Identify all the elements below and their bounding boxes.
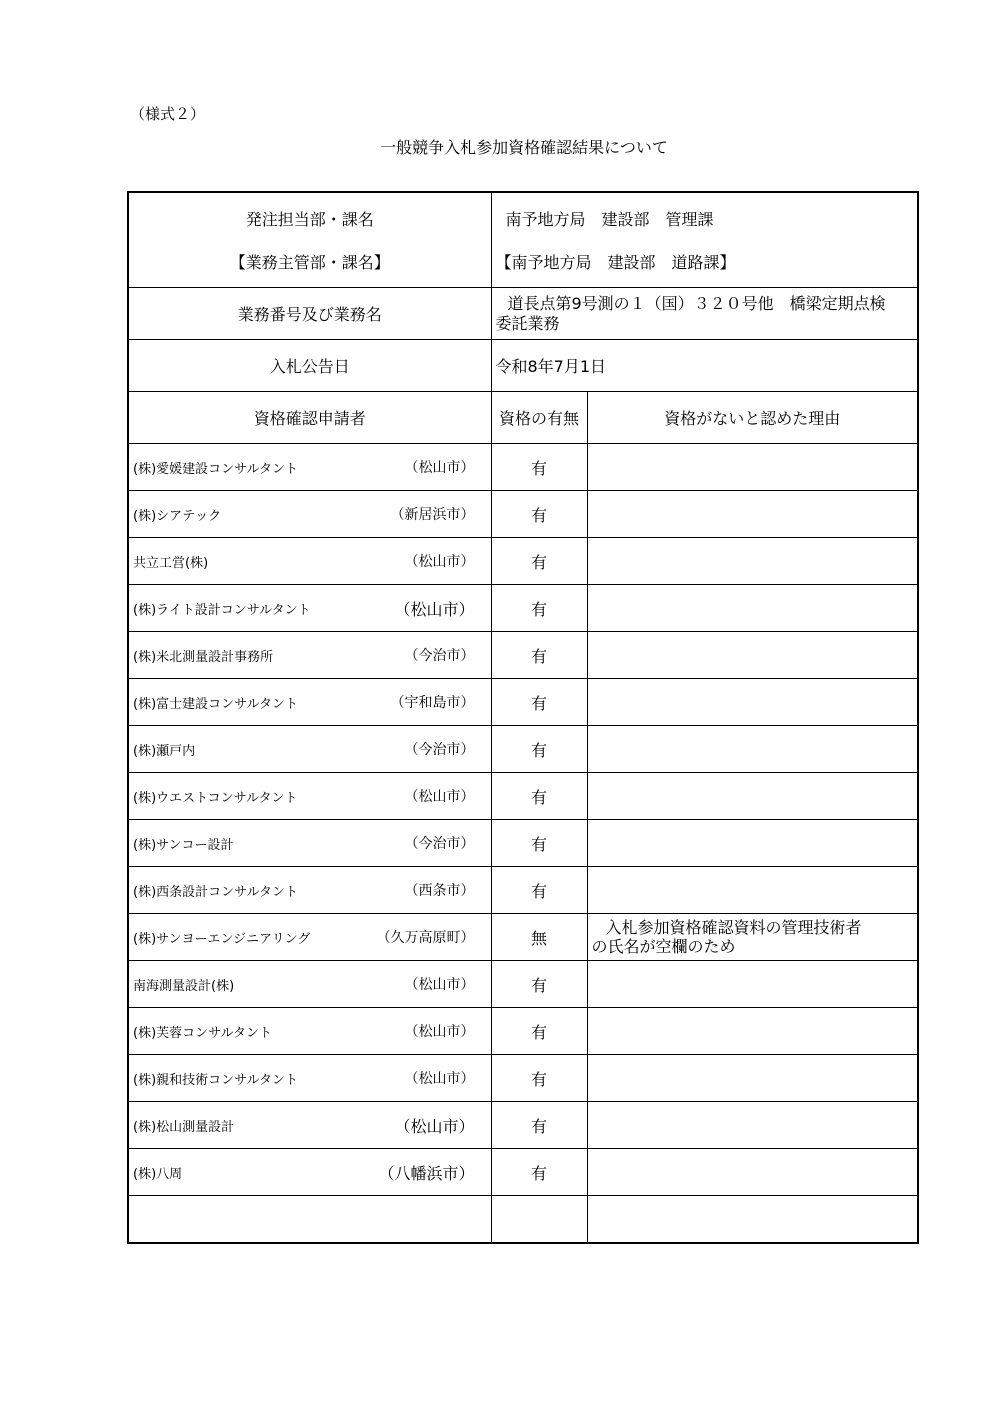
applicant-name: (株)愛媛建設コンサルタント bbox=[133, 461, 298, 477]
reason-cell bbox=[587, 1102, 918, 1149]
applicant-row bbox=[128, 538, 918, 585]
form-number-label: （様式２） bbox=[130, 105, 206, 123]
qualification-cell: 有 bbox=[491, 679, 587, 726]
applicant-row bbox=[128, 726, 918, 773]
qualification-cell: 有 bbox=[491, 820, 587, 867]
applicant-name: (株)西条設計コンサルタント bbox=[133, 884, 298, 900]
applicant-city: （今治市） bbox=[404, 836, 475, 852]
applicant-cell bbox=[128, 1102, 491, 1149]
reason-cell bbox=[587, 1008, 918, 1055]
applicant-city: （松山市） bbox=[404, 1024, 475, 1040]
applicant-cell bbox=[128, 679, 491, 726]
applicant-row bbox=[128, 585, 918, 632]
reason-cell bbox=[587, 867, 918, 914]
applicant-name: (株)サンヨーエンジニアリング bbox=[133, 931, 311, 947]
qualification-cell: 有 bbox=[491, 1008, 587, 1055]
reason-cell bbox=[587, 773, 918, 820]
reason-cell bbox=[587, 1055, 918, 1102]
applicant-cell bbox=[128, 1055, 491, 1102]
qualification-cell: 有 bbox=[491, 585, 587, 632]
applicant-city: （松山市） bbox=[404, 977, 475, 993]
applicant-row bbox=[128, 820, 918, 867]
applicant-name: (株)瀬戸内 bbox=[133, 743, 196, 759]
department-value-cell bbox=[491, 192, 918, 288]
applicant-cell bbox=[128, 491, 491, 538]
applicant-row bbox=[128, 444, 918, 491]
reason-cell bbox=[587, 444, 918, 491]
applicant-cell bbox=[128, 867, 491, 914]
qualification-cell: 有 bbox=[491, 444, 587, 491]
applicant-cell bbox=[128, 538, 491, 585]
applicant-name: (株)サンコー設計 bbox=[133, 837, 234, 853]
applicant-row bbox=[128, 1008, 918, 1055]
applicant-cell bbox=[128, 961, 491, 1008]
qualification-cell: 有 bbox=[491, 491, 587, 538]
applicant-name: (株)松山測量設計 bbox=[133, 1119, 235, 1135]
applicant-city: （松山市） bbox=[394, 1116, 475, 1136]
applicant-cell bbox=[128, 632, 491, 679]
empty-cell bbox=[587, 1196, 918, 1244]
reason-cell bbox=[587, 585, 918, 632]
applicant-name: (株)ウエストコンサルタント bbox=[133, 790, 298, 806]
applicant-city: （松山市） bbox=[404, 1071, 475, 1087]
applicant-city: （新居浜市） bbox=[390, 507, 475, 523]
dept-label: 発注担当部・課名 bbox=[245, 210, 374, 229]
dept-value: 南予地方局 建設部 管理課 bbox=[505, 210, 714, 229]
qualification-cell: 有 bbox=[491, 1102, 587, 1149]
applicant-city: （八幡浜市） bbox=[378, 1163, 475, 1183]
reason-line1: 入札参加資格確認資料の管理技術者 bbox=[605, 918, 862, 937]
work-value bbox=[491, 288, 918, 340]
qualification-cell: 無 bbox=[491, 914, 587, 961]
applicant-row bbox=[128, 632, 918, 679]
applicant-row bbox=[128, 961, 918, 1008]
applicant-row bbox=[128, 773, 918, 820]
qualification-cell: 有 bbox=[491, 726, 587, 773]
reason-cell bbox=[587, 961, 918, 1008]
applicant-name: (株)八周 bbox=[133, 1166, 183, 1182]
applicant-row bbox=[128, 867, 918, 914]
applicant-cell bbox=[128, 444, 491, 491]
work-value-line1: 道長点第9号測の１（国）３２０号他 橋梁定期点検 bbox=[507, 293, 886, 313]
department-label-cell bbox=[128, 192, 491, 288]
qualification-cell: 有 bbox=[491, 867, 587, 914]
reason-cell bbox=[587, 538, 918, 585]
applicant-row bbox=[128, 1055, 918, 1102]
applicant-city: （松山市） bbox=[404, 460, 475, 476]
qualification-cell: 有 bbox=[491, 773, 587, 820]
reason-cell bbox=[587, 820, 918, 867]
qualification-cell: 有 bbox=[491, 961, 587, 1008]
applicant-cell bbox=[128, 1149, 491, 1196]
department-row bbox=[128, 192, 918, 288]
applicant-city: （久万高原町） bbox=[376, 930, 475, 946]
qualification-cell: 有 bbox=[491, 632, 587, 679]
applicant-name: (株)富士建設コンサルタント bbox=[133, 696, 298, 712]
empty-cell bbox=[491, 1196, 587, 1244]
supervisor-value: 【南予地方局 建設部 道路課】 bbox=[495, 253, 736, 272]
applicant-name: 南海測量設計(株) bbox=[133, 978, 235, 994]
work-row bbox=[128, 288, 918, 340]
col-qualification-header: 資格の有無 bbox=[491, 392, 587, 444]
applicant-row bbox=[128, 1149, 918, 1196]
reason-cell bbox=[587, 491, 918, 538]
reason-line2: の氏名が空欄のため bbox=[591, 937, 736, 956]
applicant-row bbox=[128, 1102, 918, 1149]
qualification-cell: 有 bbox=[491, 538, 587, 585]
applicant-row bbox=[128, 914, 918, 961]
applicant-row bbox=[128, 491, 918, 538]
applicant-city: （今治市） bbox=[404, 742, 475, 758]
applicant-name: (株)芙蓉コンサルタント bbox=[133, 1025, 272, 1041]
col-applicant-header: 資格確認申請者 bbox=[128, 392, 491, 444]
applicant-cell bbox=[128, 726, 491, 773]
qualification-result-table bbox=[127, 191, 919, 1244]
applicant-cell bbox=[128, 585, 491, 632]
applicant-city: （松山市） bbox=[404, 789, 475, 805]
empty-row bbox=[128, 1196, 918, 1244]
applicant-cell bbox=[128, 820, 491, 867]
qualification-cell: 有 bbox=[491, 1055, 587, 1102]
work-label: 業務番号及び業務名 bbox=[128, 288, 491, 340]
applicant-city: （松山市） bbox=[394, 599, 475, 619]
applicant-name: (株)ライト設計コンサルタント bbox=[133, 602, 311, 618]
reason-cell bbox=[587, 1149, 918, 1196]
applicant-name: (株)米北測量設計事務所 bbox=[133, 649, 274, 665]
applicant-city: （西条市） bbox=[404, 883, 475, 899]
empty-cell bbox=[128, 1196, 491, 1244]
applicant-cell bbox=[128, 1008, 491, 1055]
work-value-line2: 委託業務 bbox=[495, 313, 560, 333]
applicant-city: （宇和島市） bbox=[390, 695, 475, 711]
applicant-row bbox=[128, 679, 918, 726]
reason-cell bbox=[587, 679, 918, 726]
applicant-cell bbox=[128, 773, 491, 820]
announcement-date-row bbox=[128, 340, 918, 392]
applicant-name: 共立工営(株) bbox=[133, 555, 209, 571]
applicant-city: （今治市） bbox=[404, 648, 475, 664]
date-value: 令和8年7月1日 bbox=[491, 340, 918, 392]
applicant-name: (株)親和技術コンサルタント bbox=[133, 1072, 298, 1088]
date-label: 入札公告日 bbox=[128, 340, 491, 392]
applicant-name: (株)シアテック bbox=[133, 508, 222, 524]
applicant-cell bbox=[128, 914, 491, 961]
document-title: 一般競争入札参加資格確認結果について bbox=[380, 138, 668, 157]
qualification-cell: 有 bbox=[491, 1149, 587, 1196]
reason-cell bbox=[587, 632, 918, 679]
supervisor-label: 【業務主管部・課名】 bbox=[229, 253, 390, 272]
column-header-row bbox=[128, 392, 918, 444]
reason-cell bbox=[587, 914, 918, 961]
col-reason-header: 資格がないと認めた理由 bbox=[587, 392, 918, 444]
reason-cell bbox=[587, 726, 918, 773]
applicant-city: （松山市） bbox=[404, 554, 475, 570]
